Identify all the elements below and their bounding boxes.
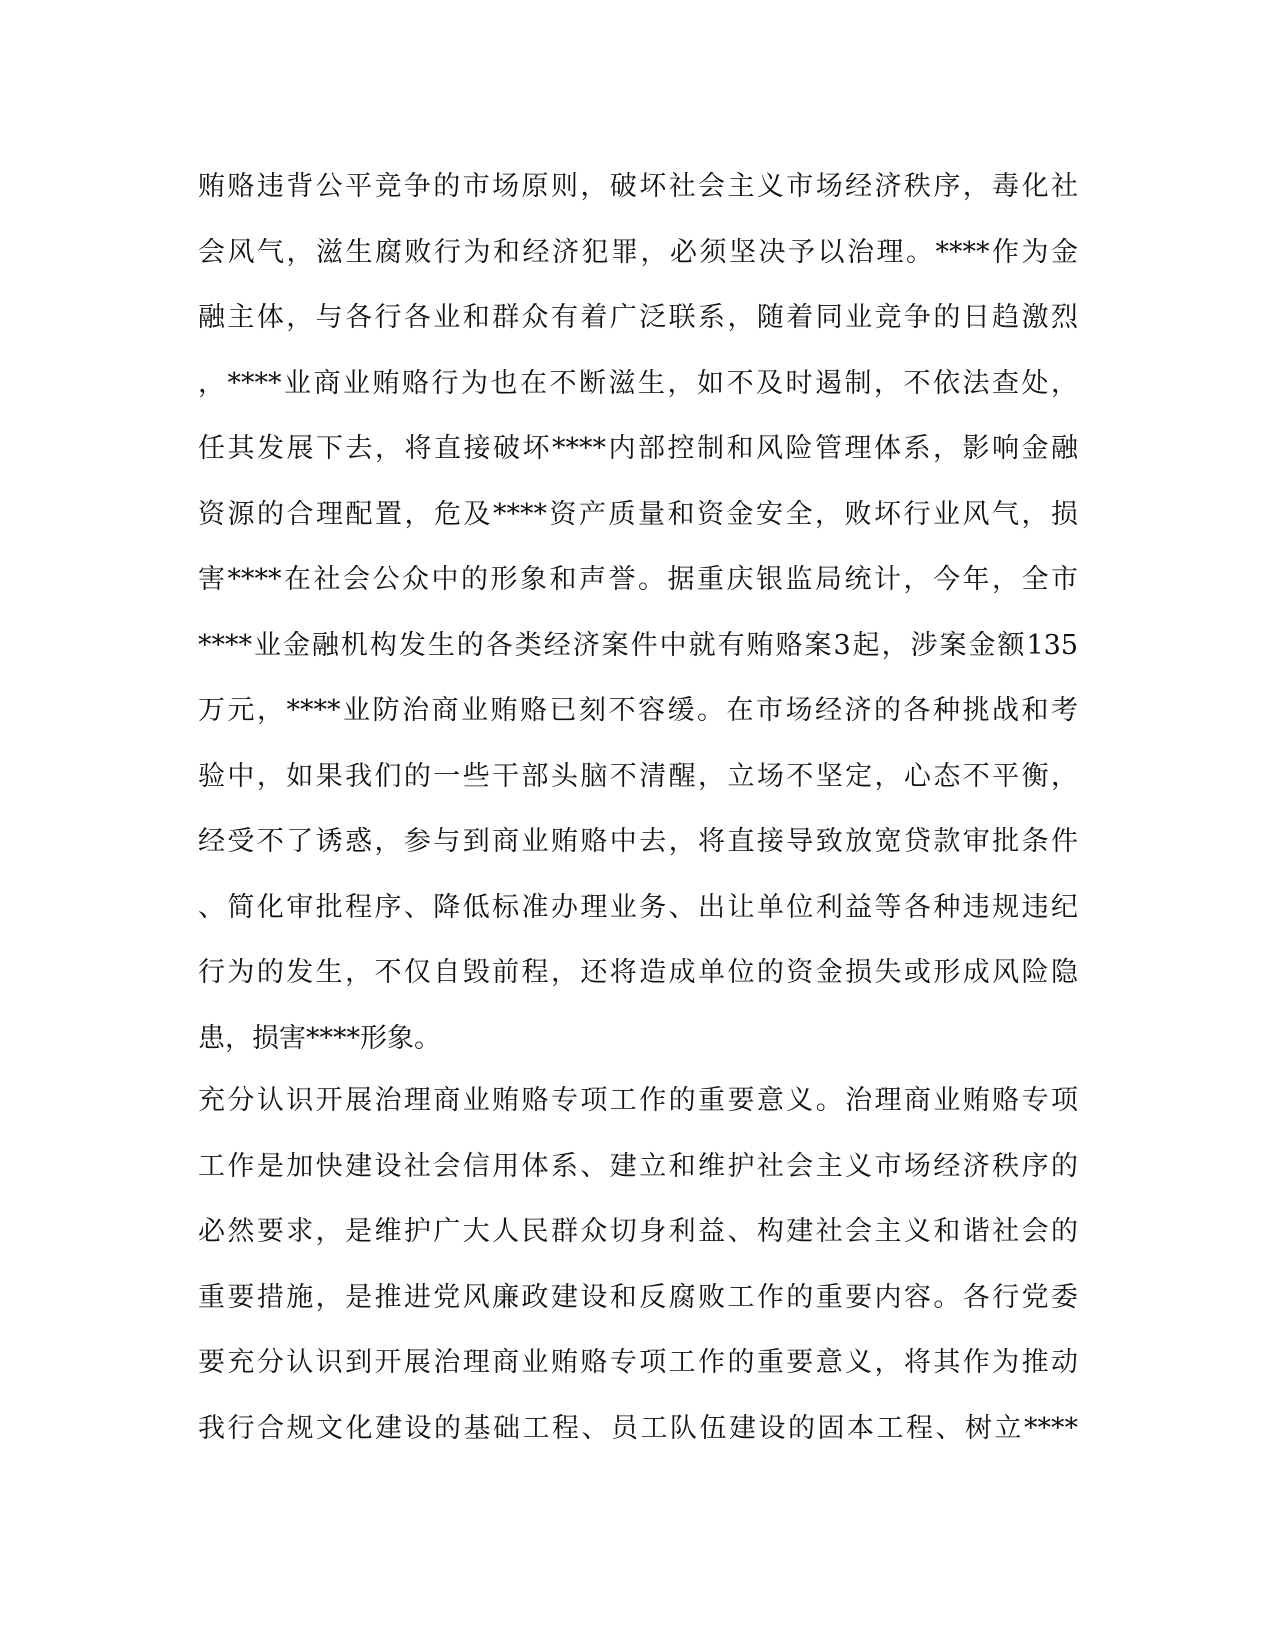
text-line: 任其发展下去，将直接破坏****内部控制和风险管理体系，影响金融 — [198, 433, 1078, 464]
text-line: 患，损害****形象。 — [198, 1022, 441, 1054]
text-line: 要充分认识到开展治理商业贿赂专项工作的重要意义，将其作为推动 — [198, 1347, 1078, 1378]
text-line: 贿赂违背公平竞争的市场原则，破坏社会主义市场经济秩序，毒化社 — [198, 171, 1078, 202]
text-line: 经受不了诱惑，参与到商业贿赂中去，将直接导致放宽贷款审批条件 — [198, 826, 1078, 857]
text-line: 充分认识开展治理商业贿赂专项工作的重要意义。治理商业贿赂专项 — [198, 1085, 1078, 1116]
text-line: 、简化审批程序、降低标准办理业务、出让单位利益等各种违规违纪 — [198, 891, 1078, 923]
text-line: 会风气，滋生腐败行为和经济犯罪，必须坚决予以治理。****作为金 — [198, 236, 1078, 268]
paragraph — [198, 154, 1078, 1071]
text-line: ****业金融机构发生的各类经济案件中就有贿赂案3起，涉案金额135 — [198, 629, 1078, 661]
text-line: 重要措施，是推进党风廉政建设和反腐败工作的重要内容。各行党委 — [198, 1281, 1078, 1313]
text-line: 验中，如果我们的一些干部头脑不清醒，立场不坚定，心态不平衡， — [198, 760, 1078, 792]
text-line: 资源的合理配置，危及****资产质量和资金安全，败坏行业风气，损 — [198, 498, 1078, 530]
text-line: 万元，****业防治商业贿赂已刻不容缓。在市场经济的各种挑战和考 — [198, 695, 1078, 726]
text-line: 害****在社会公众中的形象和声誉。据重庆银监局统计，今年，全市 — [198, 564, 1078, 595]
text-line: 我行合规文化建设的基础工程、员工队伍建设的固本工程、树立**** — [198, 1412, 1078, 1444]
paragraph — [198, 1068, 1078, 1461]
text-line: 融主体，与各行各业和群众有着广泛联系，随着同业竞争的日趋激烈 — [198, 302, 1078, 333]
text-line: 必然要求，是维护广大人民群众切身利益、构建社会主义和谐社会的 — [198, 1216, 1078, 1247]
text-line: ，****业商业贿赂行为也在不断滋生，如不及时遏制，不依法查处， — [198, 367, 1078, 399]
text-line: 行为的发生，不仅自毁前程，还将造成单位的资金损失或形成风险隐 — [198, 957, 1078, 988]
text-line: 工作是加快建设社会信用体系、建立和维护社会主义市场经济秩序的 — [198, 1150, 1078, 1182]
